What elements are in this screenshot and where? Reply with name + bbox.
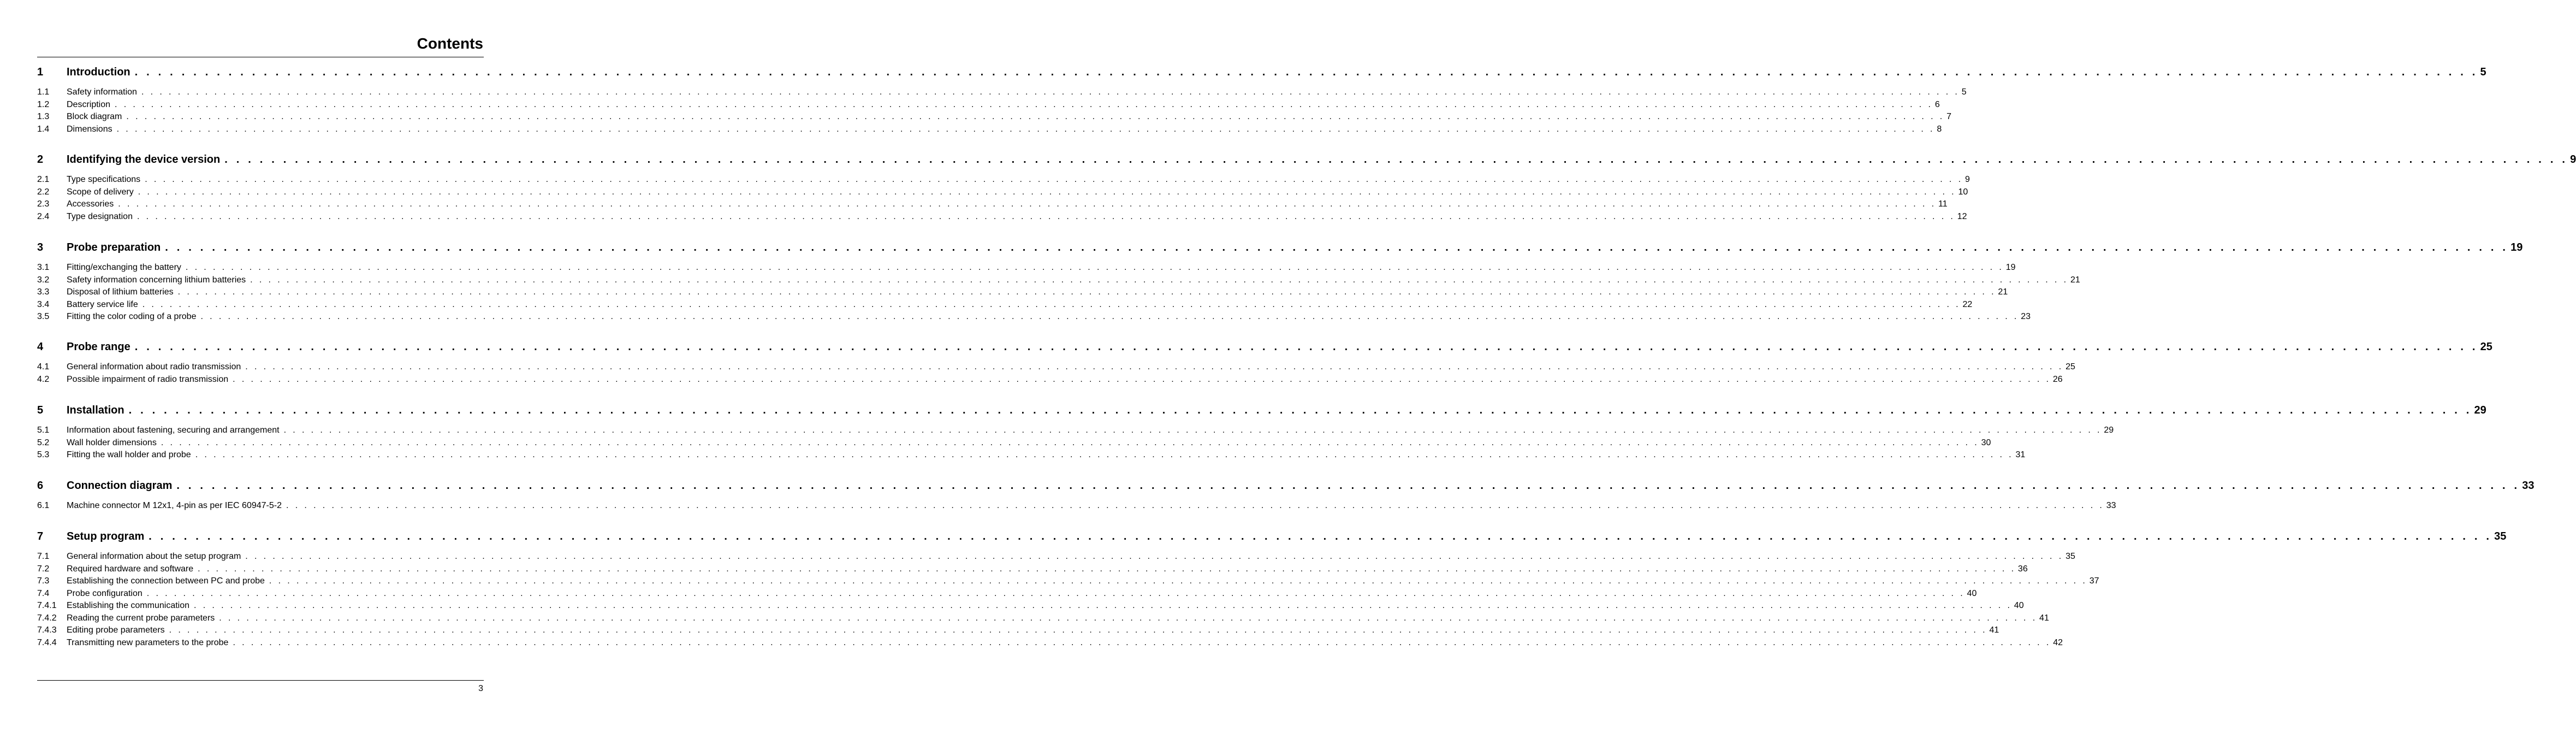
entry-title: Machine connector M 12x1, 4-pin as per IEC 60947-5-2 bbox=[67, 501, 282, 510]
toc-subsection-entry[interactable] bbox=[37, 275, 2080, 288]
entry-number: 3.5 bbox=[37, 312, 50, 321]
toc-subsection-entry[interactable] bbox=[37, 426, 2114, 438]
entry-title: Probe configuration bbox=[67, 588, 143, 598]
entry-number: 7 bbox=[37, 530, 44, 542]
entry-page-number: 29 bbox=[2474, 404, 2486, 416]
page-number: 3 bbox=[478, 684, 483, 693]
entry-page-number: 12 bbox=[1957, 211, 1967, 221]
entry-title: Safety information bbox=[67, 87, 137, 97]
footer-divider bbox=[37, 680, 484, 681]
entry-page-number: 42 bbox=[2053, 637, 2063, 647]
toc-chapter-7 bbox=[37, 530, 2507, 650]
entry-number: 7.4.1 bbox=[37, 601, 57, 610]
entry-number: 7.4.4 bbox=[37, 637, 57, 647]
toc-chapter-heading[interactable] bbox=[37, 530, 2507, 547]
toc-chapter-heading[interactable] bbox=[37, 480, 2535, 496]
dot-leader: . . . . . . . . . . . . . . . . . . . . . . . . . . . . . . . . . . . . . . . . . . . . . . . . . . . . . . . . . . . . . . . . . . . . . . . . . . . . . . . . . . . . . . . . . . . . . . . . . . . . . . . . . . . . . . . . . . . . . . . . . . . . . . . . . . . . . . . . . . . . . . . . . . . . . . . . . . . . . . . . . . . . . . . . . . . . . . . . . . . . . . . . . . . . . . . . . . . . . . . . bbox=[245, 552, 2064, 561]
entry-page-number: 8 bbox=[1937, 124, 1942, 134]
entry-page-number: 19 bbox=[2510, 241, 2523, 253]
dot-leader: . . . . . . . . . . . . . . . . . . . . . . . . . . . . . . . . . . . . . . . . . . . . . . . . . . . . . . . . . . . . . . . . . . . . . . . . . . . . . . . . . . . . . . . . . . . . . . . . . . . . . . . . . . . . . . . . . . . . . . . . . . . . . . . . . . . . . . . . . . . . . . . . . . . . . . . . . . . . . . . . . . . . . . . . . . . . . . . . . . . . . . . . . . . . . . . . . . . . . . . . bbox=[195, 450, 2014, 459]
dot-leader: . . . . . . . . . . . . . . . . . . . . . . . . . . . . . . . . . . . . . . . . . . . . . . . . . . . . . . . . . . . . . . . . . . . . . . . . . . . . . . . . . . . . . . . . . . . . . . . . . . . . . . . . . . . . . . . . . . . . . . . . . . . . . . . . . . . . . . . . . . . . . . . . . . . . . . . . . . . . . . . . . . . . . . . . . . . . . . . . . . . . . . . . . . . . . . . . . . . . . . . . bbox=[200, 312, 2019, 321]
entry-page-number: 40 bbox=[1967, 588, 1977, 598]
entry-number: 2.3 bbox=[37, 199, 50, 209]
toc-subsection-entry[interactable] bbox=[37, 263, 2016, 275]
entry-number: 5.2 bbox=[37, 438, 50, 447]
toc-subsection-entry[interactable] bbox=[37, 637, 2063, 651]
entry-page-number: 35 bbox=[2065, 552, 2075, 561]
entry-title: Dimensions bbox=[67, 124, 112, 134]
entry-number: 1.2 bbox=[37, 99, 50, 109]
toc-subsection-entry[interactable] bbox=[37, 362, 2075, 375]
dot-leader: . . . . . . . . . . . . . . . . . . . . . . . . . . . . . . . . . . . . . . . . . . . . . . . . . . . . . . . . . . . . . . . . . . . . . . . . . . . . . . . . . . . . . . . . . . . . . . . . . . . . . . . . . . . . . . . . . . . . . . . . . . . . . . . . . . . . . . . . . . . . . . . . . . . . . . . . . . . . . . . . . . . . . . . . . . . . . . . . . . . . . . . . . . . . . . . . . . . . . . . . bbox=[169, 625, 1987, 635]
toc-subsection-entry[interactable] bbox=[37, 552, 2075, 564]
entry-title: General information about the setup program bbox=[67, 552, 241, 561]
entry-page-number: 7 bbox=[1946, 112, 1952, 121]
toc-subsection-list bbox=[37, 87, 1967, 137]
entry-number: 6 bbox=[37, 480, 44, 492]
toc-chapter-heading[interactable] bbox=[37, 241, 2523, 258]
toc-chapter-2 bbox=[37, 153, 2576, 224]
dot-leader: . . . . . . . . . . . . . . . . . . . . . . . . . . . . . . . . . . . . . . . . . . . . . . . . . . . . . . . . . . . . . . . . . . . . . . . . . . . . . . . . . . . . . . . . . . . . . . . . . . . . . . . . . . . . . . . . . . . . . . . . . . . . . . . . . . . . . . . . . . . . . . . . . . . . . . . . . . . . . . . . . . . . . . . . . . . . . . . . . . . . . . . . . . . . . . . . . . . . . . . . bbox=[185, 263, 2004, 272]
entry-title: Establishing the communication bbox=[67, 601, 190, 610]
dot-leader: . . . . . . . . . . . . . . . . . . . . . . . . . . . . . . . . . . . . . . . . . . . . . . . . . . . . . . . . . . . . . . . . . . . . . . . . . . . . . . . . . . . . . . . . . . . . . . . . . . . . . . . . . . . . . . . . . . . . . . . . . . . . . . . . . . . . . . . . . . . . . . . . . . . . . . . . . . . . . . . . . . . . . . . . . . . . . . . . . . . . . . . . . . . . . . . . . . . . . . . . bbox=[116, 124, 1935, 134]
entry-number: 3 bbox=[37, 241, 44, 253]
entry-page-number: 11 bbox=[1938, 199, 1948, 209]
entry-number: 2.2 bbox=[37, 187, 50, 197]
toc-chapter-5 bbox=[37, 404, 2486, 463]
dot-leader: . . . . . . . . . . . . . . . . . . . . . . . . . . . . . . . . . . . . . . . . . . . . . . . . . . . . . . . . . . . . . . . . . . . . . . . . . . . . . . . . . . . . . . . . . . . . . . . . . . . . . . . . . . . . . . . . . . . . . . . . . . . . . . . . . . . . . . . . . . . . . . . . . . . . . . . . . . . . . . . . . . . . . . . . . . . . . . . . . . . . . . . . . . . . . . . . . . . . . . . . bbox=[177, 287, 1996, 297]
toc-subsection-entry[interactable] bbox=[37, 576, 2099, 589]
toc-subsection-entry[interactable] bbox=[37, 99, 1940, 113]
entry-page-number: 30 bbox=[1981, 438, 1991, 447]
entry-title: Disposal of lithium batteries bbox=[67, 287, 174, 297]
entry-page-number: 21 bbox=[1998, 287, 2008, 297]
entry-number: 1.4 bbox=[37, 124, 50, 134]
entry-page-number: 41 bbox=[1989, 625, 1999, 635]
toc-subsection-list bbox=[37, 426, 2114, 463]
dot-leader: . . . . . . . . . . . . . . . . . . . . . . . . . . . . . . . . . . . . . . . . . . . . . . . . . . . . . . . . . . . . . . . . . . . . . . . . . . . . . . . . . . . . . . . . . . . . . . . . . . . . . . . . . . . . . . . . . . . . . . . . . . . . . . . . . . . . . . . . . . . . . . . . . . . . . . . . . . . . . . . . . . . . . . . . . . . . . . . . . . . . . . . . . . . . . . . . . . . . . . . . bbox=[286, 501, 2104, 510]
dot-leader: . . . . . . . . . . . . . . . . . . . . . . . . . . . . . . . . . . . . . . . . . . . . . . . . . . . . . . . . . . . . . . . . . . . . . . . . . . . . . . . . . . . . . . . . . . . . . . . . . . . . . . . . . . . . . . . . . . . . . . . . . . . . . . . . . . . . . . . . . . . . . . . . . . . . . . . . . . . . . . . . . . . . . . . . . . . . . . . . . . . . . . . . . . . . . . . . . . . . . . . . bbox=[176, 480, 2520, 492]
dot-leader: . . . . . . . . . . . . . . . . . . . . . . . . . . . . . . . . . . . . . . . . . . . . . . . . . . . . . . . . . . . . . . . . . . . . . . . . . . . . . . . . . . . . . . . . . . . . . . . . . . . . . . . . . . . . . . . . . . . . . . . . . . . . . . . . . . . . . . . . . . . . . . . . . . . . . . . . . . . . . . . . . . . . . . . . . . . . . . . . . . . . . . . . . . . . . . . . . . . . . . . . bbox=[269, 576, 2087, 586]
page-title: Contents bbox=[417, 35, 483, 52]
entry-title: Wall holder dimensions bbox=[67, 438, 157, 447]
entry-page-number: 9 bbox=[1964, 175, 1970, 184]
entry-title: Scope of delivery bbox=[67, 187, 134, 197]
entry-page-number: 5 bbox=[1961, 87, 1967, 97]
entry-page-number: 21 bbox=[2070, 275, 2080, 285]
dot-leader: . . . . . . . . . . . . . . . . . . . . . . . . . . . . . . . . . . . . . . . . . . . . . . . . . . . . . . . . . . . . . . . . . . . . . . . . . . . . . . . . . . . . . . . . . . . . . . . . . . . . . . . . . . . . . . . . . . . . . . . . . . . . . . . . . . . . . . . . . . . . . . . . . . . . . . . . . . . . . . . . . . . . . . . . . . . . . . . . . . . . . . . . . . . . . . . . . . . . . . . . bbox=[198, 564, 2016, 574]
toc-subsection-entry[interactable] bbox=[37, 625, 1999, 638]
dot-leader: . . . . . . . . . . . . . . . . . . . . . . . . . . . . . . . . . . . . . . . . . . . . . . . . . . . . . . . . . . . . . . . . . . . . . . . . . . . . . . . . . . . . . . . . . . . . . . . . . . . . . . . . . . . . . . . . . . . . . . . . . . . . . . . . . . . . . . . . . . . . . . . . . . . . . . . . . . . . . . . . . . . . . . . . . . . . . . . . . . . . . . . . . . . . . . . . . . . . . . . . bbox=[118, 199, 1937, 209]
toc-subsection-entry[interactable] bbox=[37, 175, 1970, 187]
dot-leader: . . . . . . . . . . . . . . . . . . . . . . . . . . . . . . . . . . . . . . . . . . . . . . . . . . . . . . . . . . . . . . . . . . . . . . . . . . . . . . . . . . . . . . . . . . . . . . . . . . . . . . . . . . . . . . . . . . . . . . . . . . . . . . . . . . . . . . . . . . . . . . . . . . . . . . . . . . . . . . . . . . . . . . . . . . . . . . . . . . . . . . . . . . . . . . . . . . . . . . . . bbox=[165, 241, 2509, 253]
entry-number: 7.1 bbox=[37, 552, 50, 561]
entry-number: 7.4.2 bbox=[37, 613, 57, 623]
entry-page-number: 22 bbox=[1962, 299, 1973, 309]
dot-leader: . . . . . . . . . . . . . . . . . . . . . . . . . . . . . . . . . . . . . . . . . . . . . . . . . . . . . . . . . . . . . . . . . . . . . . . . . . . . . . . . . . . . . . . . . . . . . . . . . . . . . . . . . . . . . . . . . . . . . . . . . . . . . . . . . . . . . . . . . . . . . . . . . . . . . . . . . . . . . . . . . . . . . . . . . . . . . . . . . . . . . . . . . . . . . . . . . . . . . . . . bbox=[149, 530, 2492, 542]
toc-subsection-list bbox=[37, 263, 2080, 324]
entry-title: Identifying the device version bbox=[67, 153, 221, 166]
entry-title: Possible impairment of radio transmission bbox=[67, 374, 229, 384]
entry-number: 3.1 bbox=[37, 263, 50, 272]
toc-subsection-entry[interactable] bbox=[37, 312, 2031, 324]
entry-number: 6.1 bbox=[37, 501, 50, 510]
entry-title: Connection diagram bbox=[67, 480, 173, 492]
dot-leader: . . . . . . . . . . . . . . . . . . . . . . . . . . . . . . . . . . . . . . . . . . . . . . . . . . . . . . . . . . . . . . . . . . . . . . . . . . . . . . . . . . . . . . . . . . . . . . . . . . . . . . . . . . . . . . . . . . . . . . . . . . . . . . . . . . . . . . . . . . . . . . . . . . . . . . . . . . . . . . . . . . . . . . . . . . . . . . . . . . . . . . . . . . . . . . . . . . . . . . . . bbox=[250, 275, 2068, 285]
toc-subsection-entry[interactable] bbox=[37, 187, 1968, 200]
toc-chapter-heading[interactable] bbox=[37, 153, 2576, 170]
entry-page-number: 36 bbox=[2017, 564, 2028, 574]
entry-title: Type specifications bbox=[67, 175, 141, 184]
toc-chapter-6 bbox=[37, 480, 2535, 513]
dot-leader: . . . . . . . . . . . . . . . . . . . . . . . . . . . . . . . . . . . . . . . . . . . . . . . . . . . . . . . . . . . . . . . . . . . . . . . . . . . . . . . . . . . . . . . . . . . . . . . . . . . . . . . . . . . . . . . . . . . . . . . . . . . . . . . . . . . . . . . . . . . . . . . . . . . . . . . . . . . . . . . . . . . . . . . . . . . . . . . . . . . . . . . . . . . . . . . . . . . . . . . . bbox=[233, 637, 2051, 647]
entry-page-number: 29 bbox=[2104, 426, 2114, 435]
toc-chapter-heading[interactable] bbox=[37, 66, 2486, 82]
toc-subsection-entry[interactable] bbox=[37, 588, 1977, 601]
entry-number: 1.1 bbox=[37, 87, 50, 97]
toc-subsection-entry[interactable] bbox=[37, 564, 2028, 577]
dot-leader: . . . . . . . . . . . . . . . . . . . . . . . . . . . . . . . . . . . . . . . . . . . . . . . . . . . . . . . . . . . . . . . . . . . . . . . . . . . . . . . . . . . . . . . . . . . . . . . . . . . . . . . . . . . . . . . . . . . . . . . . . . . . . . . . . . . . . . . . . . . . . . . . . . . . . . . . . . . . . . . . . . . . . . . . . . . . . . . . . . . . . . . . . . . . . . . . . . . . . . . . bbox=[138, 187, 1956, 197]
entry-title: Fitting the wall holder and probe bbox=[67, 450, 191, 459]
toc-subsection-entry[interactable] bbox=[37, 199, 1948, 212]
toc-subsection-list bbox=[37, 552, 2099, 650]
entry-title: Establishing the connection between PC and probe bbox=[67, 576, 265, 586]
dot-leader: . . . . . . . . . . . . . . . . . . . . . . . . . . . . . . . . . . . . . . . . . . . . . . . . . . . . . . . . . . . . . . . . . . . . . . . . . . . . . . . . . . . . . . . . . . . . . . . . . . . . . . . . . . . . . . . . . . . . . . . . . . . . . . . . . . . . . . . . . . . . . . . . . . . . . . . . . . . . . . . . . . . . . . . . . . . . . . . . . . . . . . . . . . . . . . . . . . . . . . . . bbox=[134, 341, 2478, 353]
entry-number: 4.1 bbox=[37, 362, 50, 371]
entry-number: 3.4 bbox=[37, 299, 50, 309]
entry-title: Installation bbox=[67, 404, 124, 416]
entry-title: Probe preparation bbox=[67, 241, 161, 253]
entry-title: Reading the current probe parameters bbox=[67, 613, 215, 623]
entry-page-number: 33 bbox=[2106, 501, 2116, 510]
entry-number: 7.4 bbox=[37, 588, 50, 598]
dot-leader: . . . . . . . . . . . . . . . . . . . . . . . . . . . . . . . . . . . . . . . . . . . . . . . . . . . . . . . . . . . . . . . . . . . . . . . . . . . . . . . . . . . . . . . . . . . . . . . . . . . . . . . . . . . . . . . . . . . . . . . . . . . . . . . . . . . . . . . . . . . . . . . . . . . . . . . . . . . . . . . . . . . . . . . . . . . . . . . . . . . . . . . . . . . . . . . . . . . . . . . . bbox=[146, 588, 1965, 598]
entry-title: Probe range bbox=[67, 341, 130, 353]
toc-chapter-4 bbox=[37, 341, 2492, 387]
entry-number: 1.3 bbox=[37, 112, 50, 121]
entry-page-number: 26 bbox=[2052, 374, 2063, 384]
entry-page-number: 41 bbox=[2039, 613, 2049, 623]
entry-title: Fitting/exchanging the battery bbox=[67, 263, 181, 272]
dot-leader: . . . . . . . . . . . . . . . . . . . . . . . . . . . . . . . . . . . . . . . . . . . . . . . . . . . . . . . . . . . . . . . . . . . . . . . . . . . . . . . . . . . . . . . . . . . . . . . . . . . . . . . . . . . . . . . . . . . . . . . . . . . . . . . . . . . . . . . . . . . . . . . . . . . . . . . . . . . . . . . . . . . . . . . . . . . . . . . . . . . . . . . . . . . . . . . . . . . . . . . . bbox=[134, 66, 2478, 78]
entry-title: Editing probe parameters bbox=[67, 625, 165, 635]
entry-number: 4.2 bbox=[37, 374, 50, 384]
entry-page-number: 6 bbox=[1934, 99, 1940, 109]
entry-page-number: 5 bbox=[2480, 66, 2486, 78]
dot-leader: . . . . . . . . . . . . . . . . . . . . . . . . . . . . . . . . . . . . . . . . . . . . . . . . . . . . . . . . . . . . . . . . . . . . . . . . . . . . . . . . . . . . . . . . . . . . . . . . . . . . . . . . . . . . . . . . . . . . . . . . . . . . . . . . . . . . . . . . . . . . . . . . . . . . . . . . . . . . . . . . . . . . . . . . . . . . . . . . . . . . . . . . . . . . . . . . . . . . . . . . bbox=[136, 211, 1955, 221]
entry-page-number: 19 bbox=[2005, 263, 2016, 272]
dot-leader: . . . . . . . . . . . . . . . . . . . . . . . . . . . . . . . . . . . . . . . . . . . . . . . . . . . . . . . . . . . . . . . . . . . . . . . . . . . . . . . . . . . . . . . . . . . . . . . . . . . . . . . . . . . . . . . . . . . . . . . . . . . . . . . . . . . . . . . . . . . . . . . . . . . . . . . . . . . . . . . . . . . . . . . . . . . . . . . . . . . . . . . . . . . . . . . . . . . . . . . . bbox=[145, 175, 1963, 184]
entry-number: 7.2 bbox=[37, 564, 50, 574]
dot-leader: . . . . . . . . . . . . . . . . . . . . . . . . . . . . . . . . . . . . . . . . . . . . . . . . . . . . . . . . . . . . . . . . . . . . . . . . . . . . . . . . . . . . . . . . . . . . . . . . . . . . . . . . . . . . . . . . . . . . . . . . . . . . . . . . . . . . . . . . . . . . . . . . . . . . . . . . . . . . . . . . . . . . . . . . . . . . . . . . . . . . . . . . . . . . . . . . . . . . . . . . bbox=[233, 374, 2051, 384]
entry-title: Type designation bbox=[67, 211, 133, 221]
entry-number: 5.1 bbox=[37, 426, 50, 435]
toc-subsection-entry[interactable] bbox=[37, 211, 1967, 225]
dot-leader: . . . . . . . . . . . . . . . . . . . . . . . . . . . . . . . . . . . . . . . . . . . . . . . . . . . . . . . . . . . . . . . . . . . . . . . . . . . . . . . . . . . . . . . . . . . . . . . . . . . . . . . . . . . . . . . . . . . . . . . . . . . . . . . . . . . . . . . . . . . . . . . . . . . . . . . . . . . . . . . . . . . . . . . . . . . . . . . . . . . . . . . . . . . . . . . . . . . . . . . . bbox=[142, 299, 1961, 309]
toc-subsection-entry[interactable] bbox=[37, 450, 2026, 463]
entry-title: Fitting the color coding of a probe bbox=[67, 312, 197, 321]
entry-title: Accessories bbox=[67, 199, 114, 209]
dot-leader: . . . . . . . . . . . . . . . . . . . . . . . . . . . . . . . . . . . . . . . . . . . . . . . . . . . . . . . . . . . . . . . . . . . . . . . . . . . . . . . . . . . . . . . . . . . . . . . . . . . . . . . . . . . . . . . . . . . . . . . . . . . . . . . . . . . . . . . . . . . . . . . . . . . . . . . . . . . . . . . . . . . . . . . . . . . . . . . . . . . . . . . . . . . . . . . . . . . . . . . . bbox=[283, 426, 2102, 435]
toc-subsection-entry[interactable] bbox=[37, 601, 2024, 613]
entry-title: Information about fastening, securing and arrangement bbox=[67, 426, 280, 435]
entry-title: Required hardware and software bbox=[67, 564, 194, 574]
dot-leader: . . . . . . . . . . . . . . . . . . . . . . . . . . . . . . . . . . . . . . . . . . . . . . . . . . . . . . . . . . . . . . . . . . . . . . . . . . . . . . . . . . . . . . . . . . . . . . . . . . . . . . . . . . . . . . . . . . . . . . . . . . . . . . . . . . . . . . . . . . . . . . . . . . . . . . . . . . . . . . . . . . . . . . . . . . . . . . . . . . . . . . . . . . . . . . . . . . . . . . . . bbox=[141, 87, 1960, 97]
entry-number: 7.3 bbox=[37, 576, 50, 586]
toc-chapter-3 bbox=[37, 241, 2523, 324]
entry-title: Setup program bbox=[67, 530, 145, 542]
toc-chapter-heading[interactable] bbox=[37, 404, 2486, 421]
entry-number: 1 bbox=[37, 66, 44, 78]
toc-subsection-entry[interactable] bbox=[37, 438, 1991, 451]
dot-leader: . . . . . . . . . . . . . . . . . . . . . . . . . . . . . . . . . . . . . . . . . . . . . . . . . . . . . . . . . . . . . . . . . . . . . . . . . . . . . . . . . . . . . . . . . . . . . . . . . . . . . . . . . . . . . . . . . . . . . . . . . . . . . . . . . . . . . . . . . . . . . . . . . . . . . . . . . . . . . . . . . . . . . . . . . . . . . . . . . . . . . . . . . . . . . . . . . . . . . . . . bbox=[128, 404, 2472, 416]
dot-leader: . . . . . . . . . . . . . . . . . . . . . . . . . . . . . . . . . . . . . . . . . . . . . . . . . . . . . . . . . . . . . . . . . . . . . . . . . . . . . . . . . . . . . . . . . . . . . . . . . . . . . . . . . . . . . . . . . . . . . . . . . . . . . . . . . . . . . . . . . . . . . . . . . . . . . . . . . . . . . . . . . . . . . . . . . . . . . . . . . . . . . . . . . . . . . . . . . . . . . . . . bbox=[224, 153, 2568, 166]
entry-title: Block diagram bbox=[67, 112, 122, 121]
entry-page-number: 25 bbox=[2480, 341, 2492, 353]
entry-page-number: 9 bbox=[2570, 153, 2576, 166]
entry-page-number: 31 bbox=[2015, 450, 2026, 459]
toc-subsection-entry[interactable] bbox=[37, 287, 2008, 300]
entry-page-number: 25 bbox=[2065, 362, 2075, 371]
entry-page-number: 37 bbox=[2089, 576, 2099, 586]
entry-number: 2.4 bbox=[37, 211, 50, 221]
dot-leader: . . . . . . . . . . . . . . . . . . . . . . . . . . . . . . . . . . . . . . . . . . . . . . . . . . . . . . . . . . . . . . . . . . . . . . . . . . . . . . . . . . . . . . . . . . . . . . . . . . . . . . . . . . . . . . . . . . . . . . . . . . . . . . . . . . . . . . . . . . . . . . . . . . . . . . . . . . . . . . . . . . . . . . . . . . . . . . . . . . . . . . . . . . . . . . . . . . . . . . . . bbox=[245, 362, 2064, 371]
dot-leader: . . . . . . . . . . . . . . . . . . . . . . . . . . . . . . . . . . . . . . . . . . . . . . . . . . . . . . . . . . . . . . . . . . . . . . . . . . . . . . . . . . . . . . . . . . . . . . . . . . . . . . . . . . . . . . . . . . . . . . . . . . . . . . . . . . . . . . . . . . . . . . . . . . . . . . . . . . . . . . . . . . . . . . . . . . . . . . . . . . . . . . . . . . . . . . . . . . . . . . . . bbox=[126, 112, 1945, 121]
dot-leader: . . . . . . . . . . . . . . . . . . . . . . . . . . . . . . . . . . . . . . . . . . . . . . . . . . . . . . . . . . . . . . . . . . . . . . . . . . . . . . . . . . . . . . . . . . . . . . . . . . . . . . . . . . . . . . . . . . . . . . . . . . . . . . . . . . . . . . . . . . . . . . . . . . . . . . . . . . . . . . . . . . . . . . . . . . . . . . . . . . . . . . . . . . . . . . . . . . . . . . . . bbox=[194, 601, 2012, 610]
entry-title: Description bbox=[67, 99, 111, 109]
toc-subsection-list bbox=[37, 175, 1970, 224]
toc-subsection-list bbox=[37, 501, 2116, 513]
entry-title: Transmitting new parameters to the probe bbox=[67, 637, 229, 647]
toc-subsection-entry[interactable] bbox=[37, 501, 2116, 513]
entry-title: Battery service life bbox=[67, 299, 138, 309]
dot-leader: . . . . . . . . . . . . . . . . . . . . . . . . . . . . . . . . . . . . . . . . . . . . . . . . . . . . . . . . . . . . . . . . . . . . . . . . . . . . . . . . . . . . . . . . . . . . . . . . . . . . . . . . . . . . . . . . . . . . . . . . . . . . . . . . . . . . . . . . . . . . . . . . . . . . . . . . . . . . . . . . . . . . . . . . . . . . . . . . . . . . . . . . . . . . . . . . . . . . . . . . bbox=[161, 438, 1979, 447]
entry-number: 2.1 bbox=[37, 175, 50, 184]
entry-number: 3.2 bbox=[37, 275, 50, 285]
toc-chapter-heading[interactable] bbox=[37, 341, 2492, 357]
toc-subsection-entry[interactable] bbox=[37, 124, 1942, 137]
entry-number: 7.4.3 bbox=[37, 625, 57, 635]
entry-title: Introduction bbox=[67, 66, 130, 78]
entry-number: 2 bbox=[37, 153, 44, 166]
entry-page-number: 10 bbox=[1958, 187, 1968, 197]
entry-number: 4 bbox=[37, 341, 44, 353]
dot-leader: . . . . . . . . . . . . . . . . . . . . . . . . . . . . . . . . . . . . . . . . . . . . . . . . . . . . . . . . . . . . . . . . . . . . . . . . . . . . . . . . . . . . . . . . . . . . . . . . . . . . . . . . . . . . . . . . . . . . . . . . . . . . . . . . . . . . . . . . . . . . . . . . . . . . . . . . . . . . . . . . . . . . . . . . . . . . . . . . . . . . . . . . . . . . . . . . . . . . . . . . bbox=[115, 99, 1933, 109]
toc-subsection-list bbox=[37, 362, 2075, 387]
toc-chapter-1 bbox=[37, 66, 2486, 137]
toc-subsection-entry[interactable] bbox=[37, 299, 1973, 312]
toc-subsection-entry[interactable] bbox=[37, 87, 1967, 100]
toc-subsection-entry[interactable] bbox=[37, 613, 2049, 626]
entry-number: 3.3 bbox=[37, 287, 50, 297]
toc-subsection-entry[interactable] bbox=[37, 112, 1952, 125]
entry-title: General information about radio transmission bbox=[67, 362, 241, 371]
entry-title: Safety information concerning lithium batteries bbox=[67, 275, 246, 285]
entry-page-number: 35 bbox=[2494, 530, 2507, 542]
entry-page-number: 23 bbox=[2021, 312, 2031, 321]
entry-page-number: 33 bbox=[2522, 480, 2535, 492]
entry-number: 5 bbox=[37, 404, 44, 416]
dot-leader: . . . . . . . . . . . . . . . . . . . . . . . . . . . . . . . . . . . . . . . . . . . . . . . . . . . . . . . . . . . . . . . . . . . . . . . . . . . . . . . . . . . . . . . . . . . . . . . . . . . . . . . . . . . . . . . . . . . . . . . . . . . . . . . . . . . . . . . . . . . . . . . . . . . . . . . . . . . . . . . . . . . . . . . . . . . . . . . . . . . . . . . . . . . . . . . . . . . . . . . . bbox=[219, 613, 2038, 623]
toc-subsection-entry[interactable] bbox=[37, 374, 2063, 387]
entry-page-number: 40 bbox=[2014, 601, 2024, 610]
entry-number: 5.3 bbox=[37, 450, 50, 459]
